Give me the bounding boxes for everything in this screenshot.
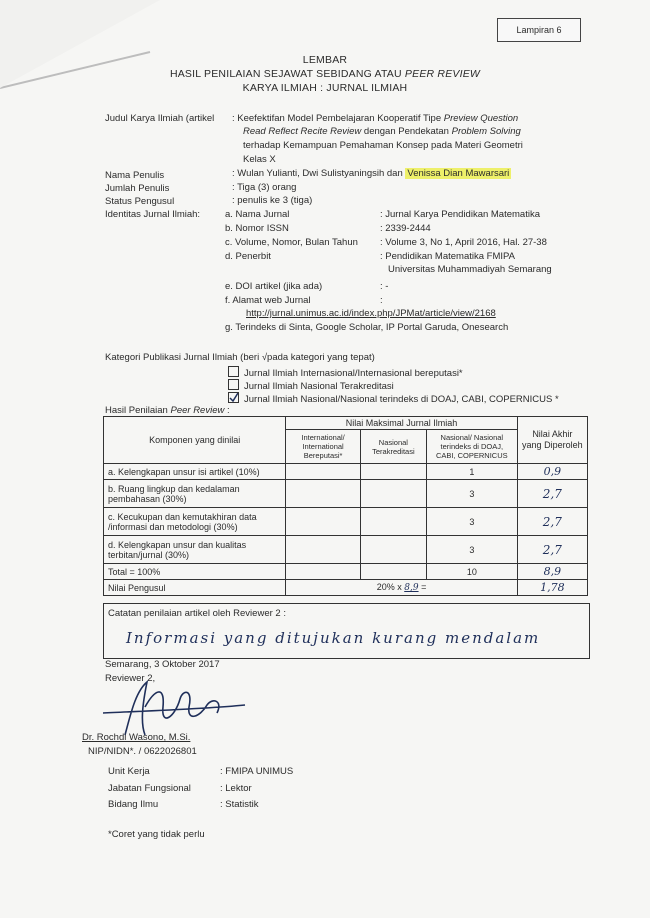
pengusul-label: Nilai Pengusul [104, 580, 286, 596]
catatan-box [103, 603, 590, 659]
bidang-value: : Statistik [220, 799, 259, 810]
total-akhir: 8,9 [517, 564, 587, 580]
unit-value: : FMIPA UNIMUS [220, 766, 294, 777]
total-label: Total = 100% [104, 564, 286, 580]
row-label: a. Kelengkapan unsur isi artikel (10%) [104, 464, 286, 480]
row-label: b. Ruang lingkup dan kedalaman pembahasan (30%) [104, 480, 286, 508]
cell-empty [360, 464, 426, 480]
table-row [104, 508, 588, 536]
col-nasional-terindeks: Nasional/ Nasional terindeks di DOAJ, CABI, COPERNICUS [426, 430, 517, 464]
table-row [104, 480, 588, 508]
header-line2 [0, 68, 650, 80]
journal-url-link[interactable]: http://jurnal.unimus.ac.id/index.php/JPMat/article/view/2168 [246, 308, 496, 319]
table-row-total [104, 564, 588, 580]
reviewer-signature [85, 677, 255, 739]
cell-empty [286, 536, 360, 564]
pengusul-formula-c: = [418, 582, 427, 592]
identitas-c-value: : Volume 3, No 1, April 2016, Hal. 27-38 [380, 237, 547, 248]
identitas-label: Identitas Jurnal Ilmiah: [105, 209, 201, 220]
catatan-label: Catatan penilaian artikel oleh Reviewer 2 : [108, 608, 286, 619]
header-line3: KARYA ILMIAH : JURNAL ILMIAH [242, 82, 408, 94]
checkbox-unchecked-1[interactable] [228, 366, 239, 377]
row-label: d. Kelengkapan unsur dan kualitas terbitan/jurnal (30%) [104, 536, 286, 564]
cell-empty [360, 508, 426, 536]
cell-empty [360, 564, 426, 580]
row-max: 3 [426, 508, 517, 536]
kategori-opt2-label: Jurnal Ilmiah Nasional Terakreditasi [244, 381, 394, 392]
judul-line2 [243, 126, 521, 138]
jabatan-value: : Lektor [220, 783, 252, 794]
table-row [104, 464, 588, 480]
header-line2-italic: PEER REVIEW [404, 68, 481, 80]
footnote: *Coret yang tidak perlu [108, 829, 205, 840]
identitas-a-label: a. Nama Jurnal [225, 209, 290, 220]
cell-empty [286, 564, 360, 580]
identitas-d-label: d. Penerbit [225, 251, 271, 262]
identitas-f-label: f. Alamat web Jurnal [225, 295, 311, 306]
nama-value-a: : Wulan Yulianti, Dwi Sulistyaningsih dan [232, 168, 406, 179]
kategori-opt3 [228, 392, 559, 406]
cell-empty [286, 508, 360, 536]
cell-empty [360, 536, 426, 564]
pengusul-formula-b: 8,9 [404, 583, 419, 593]
reviewer-name: Dr. Rochdi Wasono, M.Si. [82, 732, 191, 743]
row-akhir: 2,7 [517, 480, 587, 508]
table-row [104, 536, 588, 564]
row-max: 1 [426, 464, 517, 480]
pengusul-formula-a: 20% x [376, 582, 405, 592]
total-max: 10 [426, 564, 517, 580]
row-akhir: 2,7 [517, 508, 587, 536]
kategori-title: Kategori Publikasi Jurnal Ilmiah (beri √pada kategori yang tepat) [105, 352, 375, 363]
judul-line2-c: Problem Solving [451, 126, 521, 137]
identitas-d-value1: : Pendidikan Matematika FMIPA [380, 251, 515, 262]
bidang-label: Bidang Ilmu [108, 799, 159, 810]
tempat-tanggal: Semarang, 3 Oktober 2017 [105, 659, 220, 670]
catatan-handwritten: Informasi yang ditujukan kurang mendalam [126, 629, 541, 647]
row-label: c. Kecukupan dan kemutakhiran data /informasi dan metodologi (30%) [104, 508, 286, 536]
judul-line1-a: : Keefektifan Model Pembelajaran Kooperatif Tipe [232, 113, 444, 124]
row-akhir: 2,7 [517, 536, 587, 564]
status-value: : penulis ke 3 (tiga) [232, 195, 313, 206]
lampiran-label: Lampiran 6 [516, 25, 562, 35]
cell-empty [286, 480, 360, 508]
header-line1: LEMBAR [302, 54, 348, 66]
nama-value [232, 168, 511, 180]
row-max: 3 [426, 480, 517, 508]
identitas-a-value: : Jurnal Karya Pendidikan Matematika [380, 209, 540, 220]
row-akhir: 0,9 [517, 464, 587, 480]
kategori-opt1 [228, 366, 463, 380]
kategori-opt3-label: Jurnal Ilmiah Nasional/Nasional terindeks di DOAJ, CABI, COPERNICUS * [244, 394, 559, 405]
identitas-e-value: : - [380, 281, 389, 292]
jumlah-value: : Tiga (3) orang [232, 182, 297, 193]
judul-line3: terhadap Kemampuan Pemahaman Konsep pada Materi Geometri [243, 140, 523, 151]
col-international: International/ International Bereputasi* [286, 430, 360, 464]
jabatan-label: Jabatan Fungsional [108, 783, 191, 794]
cell-empty [360, 480, 426, 508]
pengusul-akhir: 1,78 [517, 580, 587, 596]
hasil-title-italic: Peer Review [170, 405, 225, 416]
checkbox-unchecked-2[interactable] [228, 379, 239, 390]
judul-line1 [232, 113, 518, 125]
col-nasional-akreditasi: Nasional Terakreditasi [360, 430, 426, 464]
judul-line1-b: Preview Question [443, 113, 519, 124]
identitas-f-colon: : [380, 295, 383, 306]
identitas-b-label: b. Nomor ISSN [225, 223, 289, 234]
kategori-opt2 [228, 379, 394, 393]
header-line2-text: HASIL PENILAIAN SEJAWAT SEBIDANG ATAU [169, 68, 405, 80]
identitas-d-value2: Universitas Muhammadiyah Semarang [388, 264, 552, 275]
komponen-header: Komponen yang dinilai [104, 417, 286, 464]
hasil-title-prefix: Hasil Penilaian [105, 405, 171, 416]
checkbox-checked-3[interactable] [228, 392, 239, 403]
kategori-opt1-label: Jurnal Ilmiah Internasional/Internasional bereputasi* [244, 368, 463, 379]
pengusul-formula [286, 580, 517, 596]
max-header: Nilai Maksimal Jurnal Ilmiah [286, 417, 517, 430]
reviewer-nip: NIP/NIDN*. / 0622026801 [88, 746, 197, 757]
hasil-title-suffix: : [224, 405, 230, 416]
lampiran-box [497, 18, 581, 42]
jumlah-label: Jumlah Penulis [105, 183, 170, 194]
judul-line4: Kelas X [243, 154, 276, 165]
nama-highlight: Venissa Dian Mawarsari [407, 168, 510, 179]
akhir-header: Nilai Akhir yang Diperoleh [517, 417, 587, 464]
identitas-c-label: c. Volume, Nomor, Bulan Tahun [225, 237, 358, 248]
judul-line2-b: dengan Pendekatan [361, 126, 452, 137]
nama-label: Nama Penulis [105, 170, 165, 181]
status-label: Status Pengusul [105, 196, 175, 207]
judul-label: Judul Karya Ilmiah (artikel [105, 113, 215, 124]
judul-line2-a: Read Reflect Recite Review [243, 126, 362, 137]
reviewer-label: Reviewer 2, [105, 673, 156, 684]
unit-label: Unit Kerja [108, 766, 150, 777]
table-row-pengusul [104, 580, 588, 596]
score-table [103, 416, 588, 596]
identitas-e-label: e. DOI artikel (jika ada) [225, 281, 323, 292]
identitas-g-label: g. Terindeks di Sinta, Google Scholar, IP Portal Garuda, Onesearch [225, 322, 509, 333]
cell-empty [286, 464, 360, 480]
row-max: 3 [426, 536, 517, 564]
identitas-b-value: : 2339-2444 [380, 223, 431, 234]
